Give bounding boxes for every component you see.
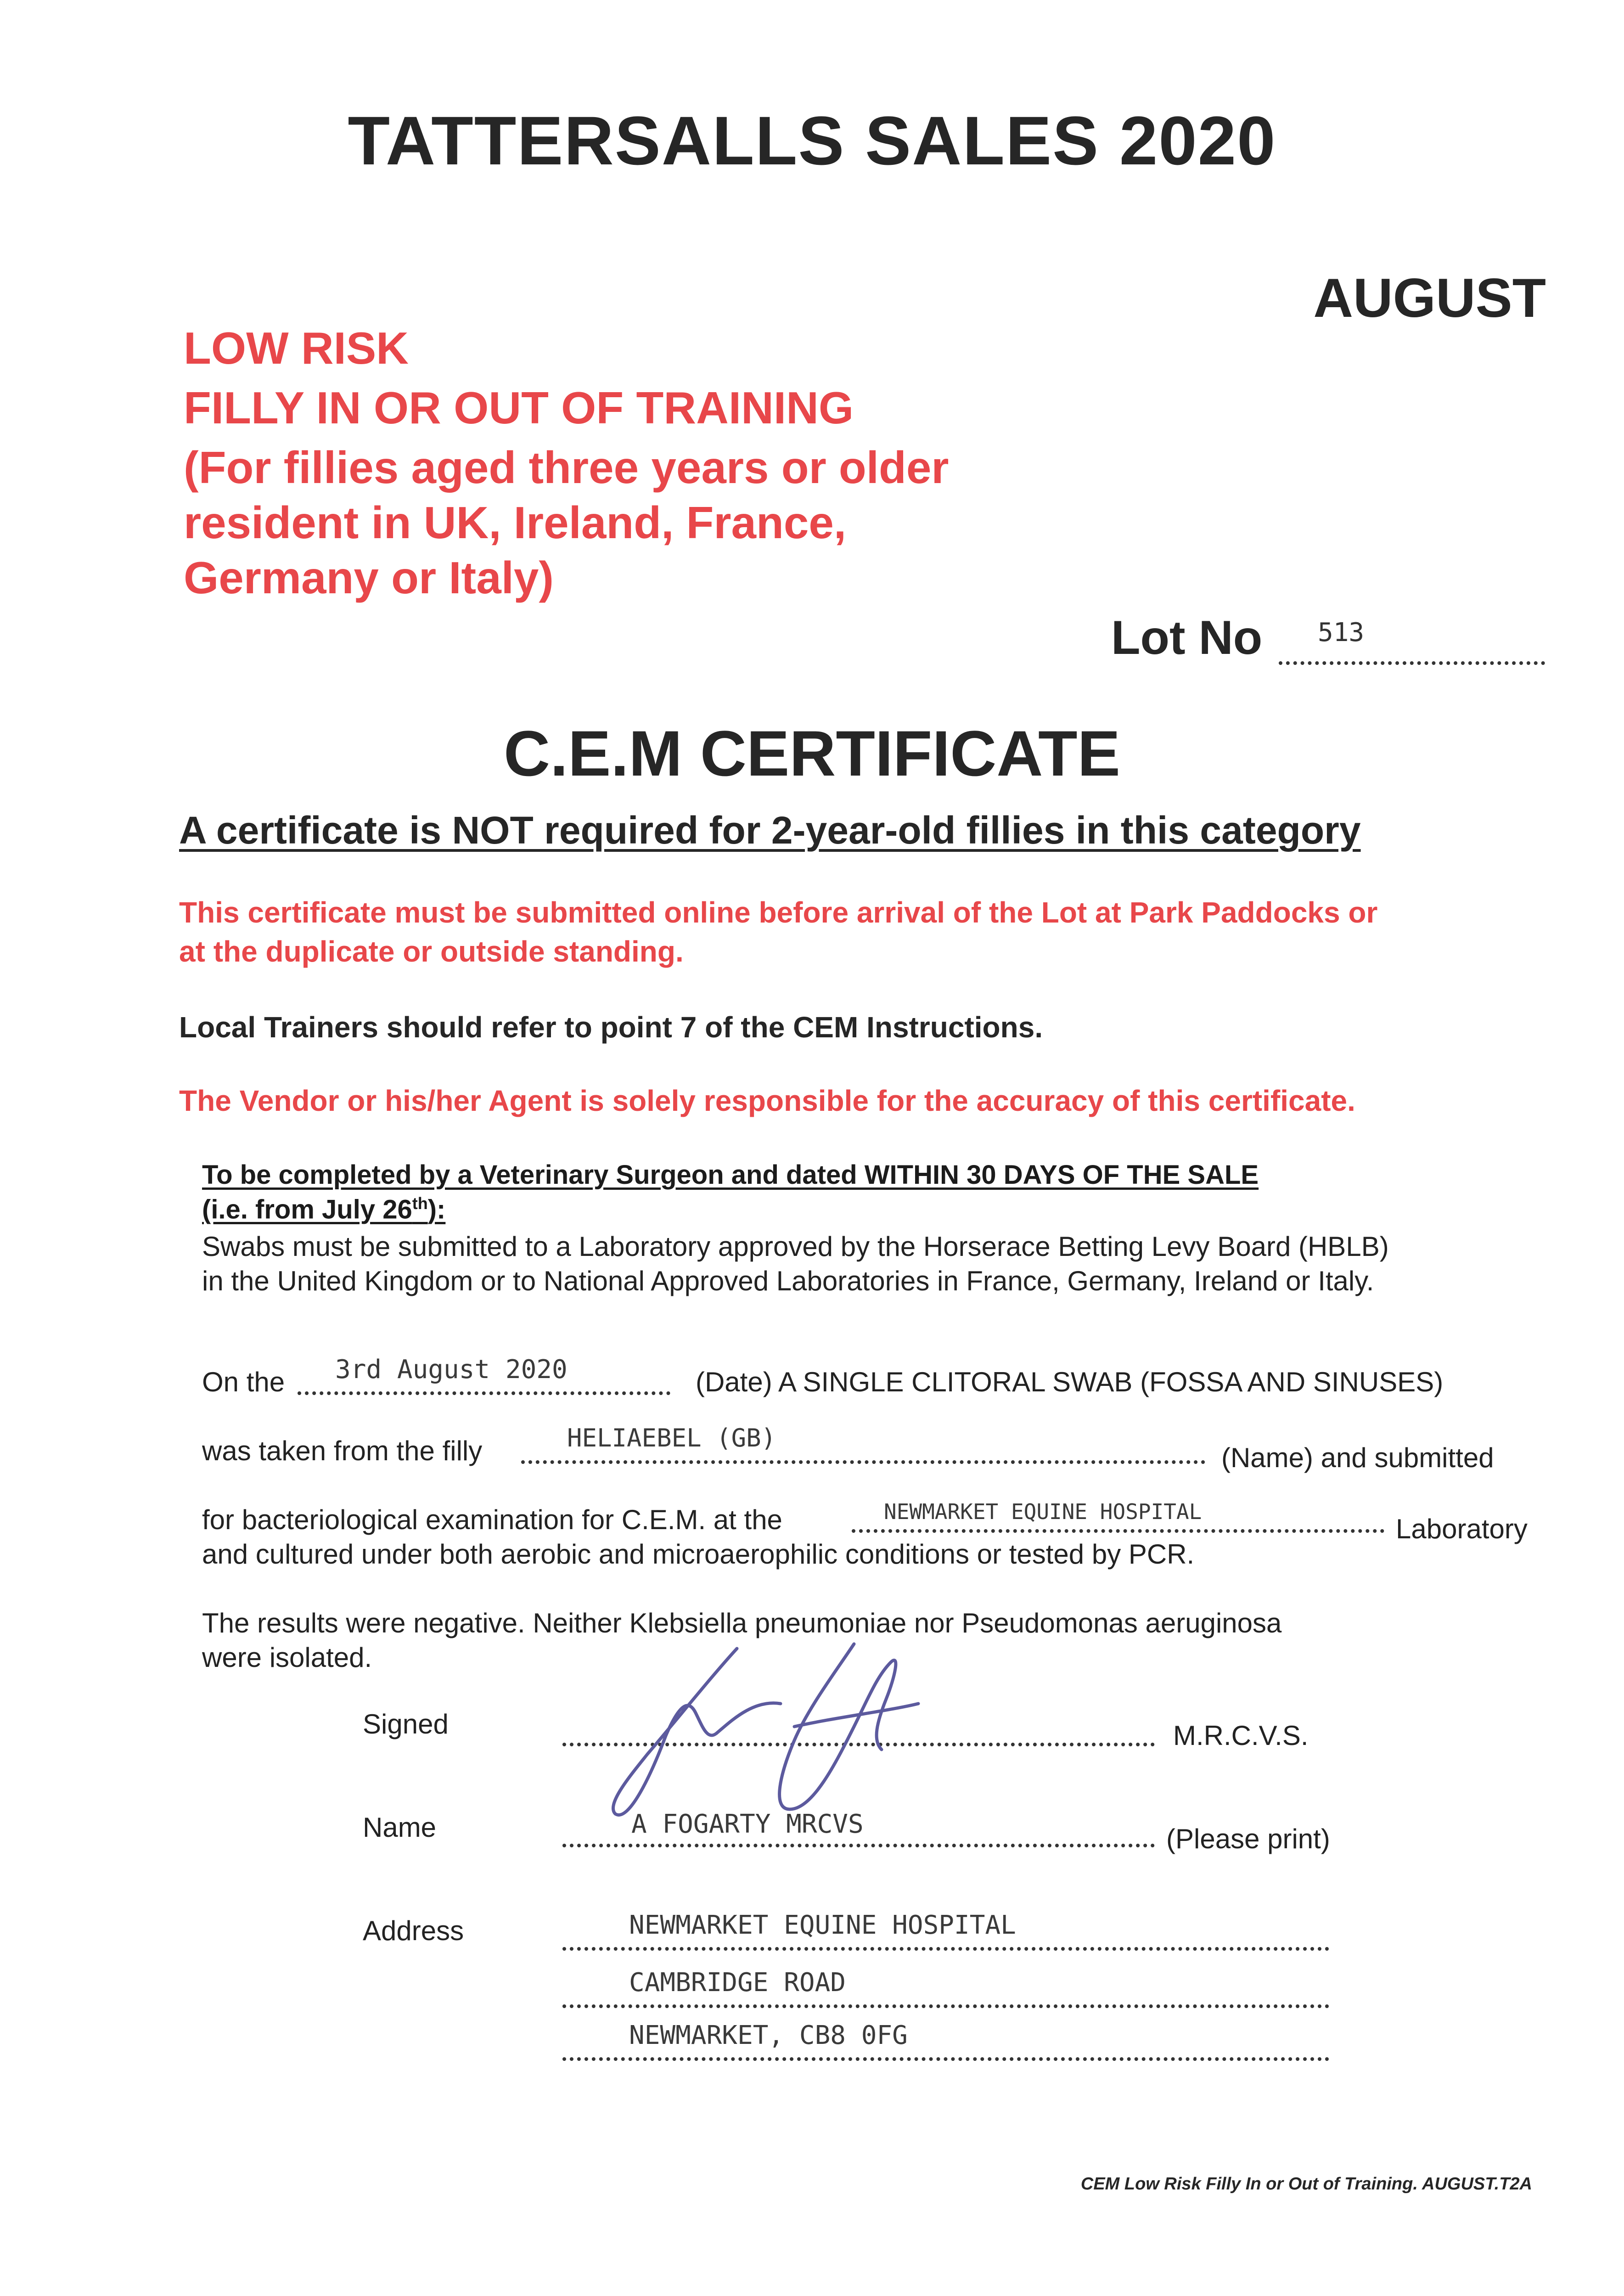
address-dotted-line-3: [562, 2057, 1329, 2061]
name-suffix: (Name) and submitted: [1221, 1442, 1494, 1473]
date-suffix: (Date) A SINGLE CLITORAL SWAB (FOSSA AND SINUSES): [696, 1367, 1444, 1397]
taken-label: was taken from the filly: [202, 1435, 483, 1466]
results-line2: were isolated.: [202, 1642, 372, 1673]
name-dotted-line: [562, 1844, 1155, 1847]
address-line3: NEWMARKET, CB8 0FG: [629, 2020, 908, 2050]
vet-date-range: (i.e. from July 26th):: [202, 1194, 446, 1225]
address-line1: NEWMARKET EQUINE HOSPITAL: [629, 1910, 1016, 1940]
lab-name: NEWMARKET EQUINE HOSPITAL: [884, 1499, 1202, 1524]
name-label: Name: [363, 1812, 437, 1843]
date-value: 3rd August 2020: [335, 1355, 568, 1384]
cultured-text: and cultured under both aerobic and microaerophilic conditions or tested by PCR.: [202, 1539, 1195, 1570]
vendor-note: The Vendor or his/her Agent is solely responsible for the accuracy of this certificate.: [179, 1084, 1355, 1117]
signature-icon: [579, 1635, 1139, 1818]
address-dotted-line-2: [562, 2004, 1329, 2008]
sale-month: AUGUST: [1313, 267, 1546, 329]
signed-label: Signed: [363, 1709, 449, 1739]
submit-note-line2: at the duplicate or outside standing.: [179, 935, 684, 968]
filly-dotted-line: [521, 1460, 1205, 1464]
vet-name: A FOGARTY MRCVS: [631, 1809, 864, 1839]
category-risk: LOW RISK: [184, 323, 409, 373]
lab-dotted-line: [852, 1529, 1384, 1533]
exam-label: for bacteriological examination for C.E.M. at the: [202, 1504, 782, 1535]
address-line2: CAMBRIDGE ROAD: [629, 1968, 846, 1998]
lot-number: 513: [1318, 618, 1365, 647]
address-dotted-line-1: [562, 1947, 1329, 1951]
mrcvs-label: M.R.C.V.S.: [1173, 1720, 1309, 1751]
certificate-title: C.E.M CERTIFICATE: [504, 717, 1120, 789]
swabs-line1: Swabs must be submitted to a Laboratory approved by the Horserace Betting Levy Board (HBLB): [202, 1231, 1389, 1262]
footer-reference: CEM Low Risk Filly In or Out of Training. AUGUST.T2A: [1080, 2174, 1532, 2194]
swabs-line2: in the United Kingdom or to National Approved Laboratories in France, Germany, Ireland or Italy.: [202, 1266, 1374, 1296]
category-resident: resident in UK, Ireland, France,: [184, 497, 847, 548]
address-label: Address: [363, 1915, 464, 1946]
local-trainers-note: Local Trainers should refer to point 7 of the CEM Instructions.: [179, 1011, 1043, 1044]
on-the-label: On the: [202, 1367, 285, 1397]
results-line1: The results were negative. Neither Klebsiella pneumoniae nor Pseudomonas aeruginosa: [202, 1608, 1282, 1638]
category-age: (For fillies aged three years or older: [184, 442, 949, 493]
document-title: TATTERSALLS SALES 2020: [348, 102, 1276, 179]
lot-dotted-line: [1279, 661, 1545, 665]
not-required-note: A certificate is NOT required for 2-year-old fillies in this category: [179, 809, 1361, 852]
category-filly: FILLY IN OR OUT OF TRAINING: [184, 383, 854, 433]
category-countries: Germany or Italy): [184, 552, 554, 603]
submit-note-line1: This certificate must be submitted online before arrival of the Lot at Park Paddocks or: [179, 896, 1378, 929]
filly-name: HELIAEBEL (GB): [567, 1424, 776, 1452]
vet-heading: To be completed by a Veterinary Surgeon and dated WITHIN 30 DAYS OF THE SALE: [202, 1160, 1259, 1190]
please-print-label: (Please print): [1166, 1823, 1330, 1854]
lot-label: Lot No: [1111, 611, 1263, 664]
lab-suffix: Laboratory: [1396, 1514, 1528, 1544]
date-dotted-line: [298, 1391, 670, 1395]
